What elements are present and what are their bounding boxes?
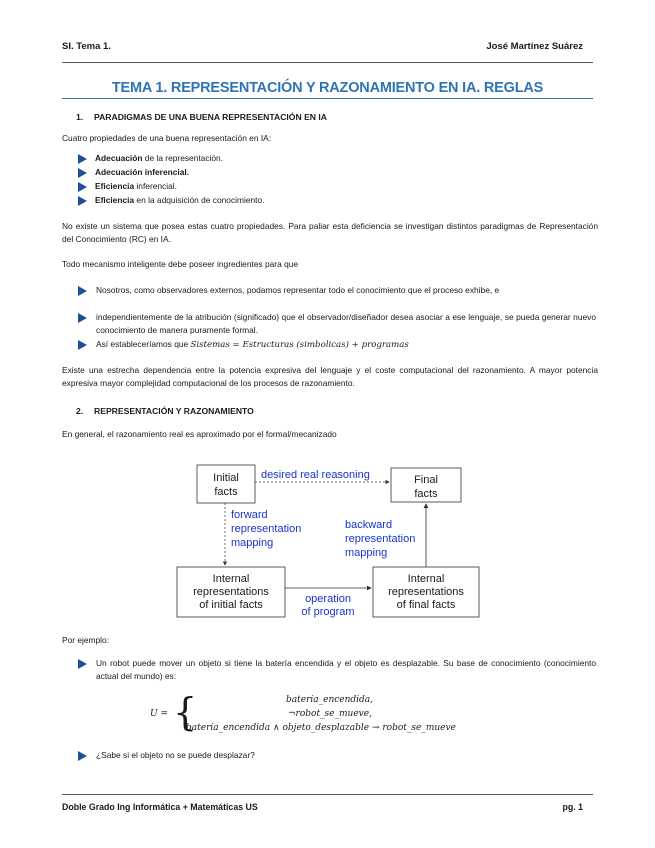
bullet-arrow-icon	[78, 751, 87, 761]
section-1-intro: Cuatro propiedades de una buena representación en IA:	[62, 133, 272, 143]
property-bold: Adecuación inferencial.	[95, 167, 190, 177]
forward-label-line2: representation	[231, 523, 302, 535]
section-2-number: 2.	[76, 406, 84, 416]
desired-reasoning-label: desired real reasoning	[261, 469, 370, 481]
bullet-arrow-icon	[78, 313, 87, 323]
ingredient-text: Nosotros, como observadores externos, podamos representar todo el conocimiento que el proceso exhibe, e	[96, 285, 500, 295]
header-divider	[62, 62, 593, 63]
formula-line-3: bateria_encendida ∧ objeto_desplazable → robot_se_mueve	[186, 723, 456, 733]
bullet-arrow-icon	[78, 182, 87, 192]
internal-initial-line1: Internal	[212, 573, 250, 585]
formula-line-2: ¬robot_se_mueve,	[288, 709, 372, 719]
backward-label-line3: mapping	[345, 547, 388, 559]
footer-degree: Doble Grado Ing Informática + Matemáticas US	[62, 802, 258, 812]
property-rest: inferencial.	[134, 181, 177, 191]
forward-label-line3: mapping	[231, 537, 274, 549]
formula-brace: {	[173, 690, 198, 734]
section-2-intro: En general, el razonamiento real es aproximado por el formal/mecanizado	[62, 429, 337, 439]
header-author: José Martínez Suárez	[486, 41, 583, 52]
paragraph-expressive-power: Existe una estrecha dependencia entre la potencia expresiva del lenguaje y el coste computacional del razonamiento. A mayor potencia expresiva mayor complejidad computacional de los procesos de razonamiento.	[62, 365, 598, 388]
example-text: Un robot puede mover un objeto si tiene la batería encendida y el objeto es desplazable. Su base de conocimiento (conocimiento actual del mundo) es:	[96, 658, 596, 681]
ingredient-text: independientemente de la atribución (significado) que el observador/diseñador desea asociar a ese lenguaje, se pueda generar nuevo conocimiento de manera puramente formal.	[96, 312, 596, 335]
question-text: ¿Sabe si el objeto no se puede desplazar?	[96, 750, 255, 760]
bullet-arrow-icon	[78, 168, 87, 178]
property-bold: Eficiencia	[95, 195, 135, 205]
section-1-number: 1.	[76, 112, 84, 122]
page-number: pg. 1	[562, 802, 583, 812]
footer-divider	[62, 794, 593, 795]
backward-label-line1: backward	[345, 519, 393, 531]
property-bold: Adecuación	[95, 153, 143, 163]
operation-label-line1: operation	[305, 593, 351, 605]
reasoning-diagram	[175, 460, 495, 620]
property-bold: Eficiencia	[95, 181, 135, 191]
forward-label-line1: forward	[231, 509, 268, 521]
section-2-heading	[62, 406, 254, 416]
bullet-arrow-icon	[78, 659, 87, 669]
page-title: TEMA 1. REPRESENTACIÓN Y RAZONAMIENTO EN IA. REGLAS	[111, 80, 544, 96]
paragraph-mechanism: Todo mecanismo inteligente debe poseer ingredientes para que	[62, 259, 299, 269]
final-facts-line1: Final	[414, 474, 438, 486]
formula-lhs: U =	[150, 709, 168, 719]
internal-initial-line2: representations	[193, 586, 269, 598]
final-facts-line2: facts	[414, 488, 438, 500]
property-rest: de la representación.	[142, 153, 224, 163]
bullet-arrow-icon	[78, 196, 87, 206]
example-label: Por ejemplo:	[62, 635, 110, 645]
systems-formula: Sistemas = Estructuras (simbolicas) + programas	[190, 340, 409, 350]
section-2-title: REPRESENTACIÓN Y RAZONAMIENTO	[94, 406, 254, 416]
knowledge-base-formula	[150, 692, 510, 740]
initial-facts-line1: Initial	[213, 472, 239, 484]
internal-initial-line3: of initial facts	[199, 599, 263, 611]
section-1-title: PARADIGMAS DE UNA BUENA REPRESENTACIÓN EN IA	[94, 112, 327, 122]
formula-prefix: Así estableceríamos que	[96, 339, 191, 349]
internal-final-line3: of final facts	[396, 599, 456, 611]
bullet-arrow-icon	[78, 154, 87, 164]
title-divider	[62, 98, 593, 99]
internal-final-line2: representations	[388, 586, 464, 598]
operation-label-line2: of program	[301, 606, 355, 618]
header-course: SI. Tema 1.	[62, 41, 111, 52]
property-rest: en la adquisición de conocimiento.	[134, 195, 265, 205]
internal-final-line1: Internal	[407, 573, 445, 585]
paragraph-no-system: No existe un sistema que posea estas cuatro propiedades. Para paliar esta deficiencia se investigan distintos paradigmas de Representación del Conocimiento (RC) en IA.	[62, 221, 598, 244]
bullet-arrow-icon	[78, 286, 87, 296]
backward-label-line2: representation	[345, 533, 416, 545]
formula-line-1: bateria_encendida,	[286, 695, 374, 705]
bullet-arrow-icon	[78, 340, 87, 350]
section-1-heading	[62, 112, 327, 122]
initial-facts-line2: facts	[214, 486, 238, 498]
